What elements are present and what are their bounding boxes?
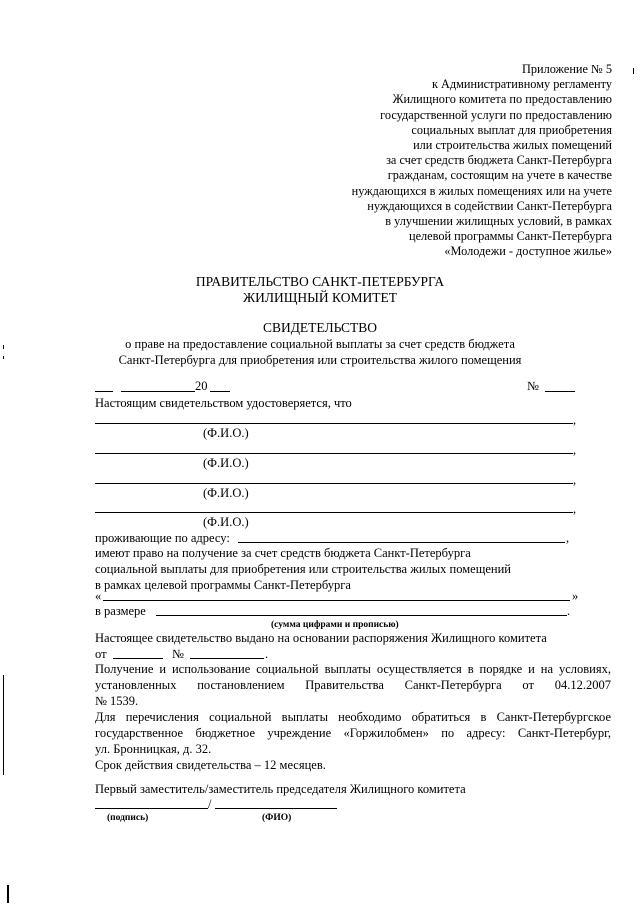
order-number-line[interactable] — [190, 658, 264, 659]
appendix-line: за счет средств бюджета Санкт-Петербурга — [386, 153, 612, 168]
fio-label-3: (Ф.И.О.) — [203, 486, 249, 500]
quote-close: » — [572, 589, 579, 603]
signature-slash: / — [208, 797, 212, 811]
address-line[interactable] — [238, 542, 565, 543]
appendix-line: гражданам, состоящим на учете в качестве — [387, 168, 612, 183]
amount-label: в размере — [95, 604, 146, 618]
fio-label-2: (Ф.И.О.) — [203, 456, 249, 470]
fio-comma-2: , — [573, 443, 577, 457]
appendix-line: нуждающихся в жилых помещениях или на учете — [351, 183, 612, 198]
doc-subtitle-1: о праве на предоставление социальной выплаты за счет средств бюджета — [125, 337, 515, 351]
validity-text: Срок действия свидетельства – 12 месяцев. — [95, 758, 326, 772]
procedure-line-2: установленных постановлением Правительства Санкт-Петербурга от 04.12.2007 — [95, 678, 611, 692]
margin-mark — [633, 68, 634, 74]
rights-line-1: имеют право на получение за счет средств бюджета Санкт-Петербурга — [95, 546, 471, 560]
fio-line-1[interactable] — [95, 423, 573, 424]
address-label: проживающие по адресу: — [95, 531, 230, 545]
rights-line-3: в рамках целевой программы Санкт-Петербурга — [95, 578, 351, 592]
transfer-line-3: ул. Бронницкая, д. 32. — [95, 742, 212, 756]
fio-line-4[interactable] — [95, 512, 573, 513]
appendix-line: целевой программы Санкт-Петербурга — [408, 229, 612, 244]
procedure-line-3: № 1539. — [95, 694, 139, 708]
address-comma: , — [566, 531, 570, 545]
appendix-line: к Административному регламенту — [431, 77, 612, 92]
margin-mark — [3, 675, 4, 775]
amount-line[interactable] — [156, 615, 567, 616]
appendix-line: государственной услуги по предоставлению — [380, 107, 612, 122]
org-name: ПРАВИТЕЛЬСТВО САНКТ-ПЕТЕРБУРГА — [195, 274, 445, 289]
number-label: № — [527, 379, 539, 393]
org-committee: ЖИЛИЩНЫЙ КОМИТЕТ — [243, 290, 397, 305]
amount-period: . — [567, 604, 571, 618]
fio-line-3[interactable] — [95, 483, 573, 484]
appendix-block — [252, 62, 612, 259]
order-period: . — [265, 647, 269, 661]
date-month-line[interactable] — [121, 391, 195, 392]
amount-hint: (сумма цифрами и прописью) — [271, 620, 399, 630]
date-day-line[interactable] — [95, 391, 113, 392]
signature-line[interactable] — [95, 808, 208, 809]
quote-open: « — [95, 589, 102, 603]
appendix-line: Приложение № 5 — [521, 62, 612, 76]
margin-mark — [3, 345, 4, 349]
appendix-line: в улучшении жилищных условий, в рамках — [385, 213, 612, 228]
signature-label: (подпись) — [107, 813, 149, 823]
rights-line-2: социальной выплаты для приобретения или строительства жилых помещений — [95, 562, 511, 576]
signer-title: Первый заместитель/заместитель председателя Жилищного комитета — [95, 782, 466, 796]
program-line[interactable] — [103, 600, 570, 601]
signature-name-line[interactable] — [215, 808, 337, 809]
appendix-line: социальных выплат для приобретения — [411, 122, 612, 137]
from-label: от — [95, 647, 107, 661]
order-date-line[interactable] — [113, 658, 163, 659]
fio-label-4: (Ф.И.О.) — [203, 515, 249, 529]
fio-label-1: (Ф.И.О.) — [203, 426, 249, 440]
number-line[interactable] — [545, 391, 575, 392]
appendix-line: Жилищного комитета по предоставлению — [392, 92, 612, 107]
order-number-label: № — [172, 647, 184, 661]
margin-mark — [7, 885, 9, 903]
appendix-line: нуждающихся в содействии Санкт-Петербурга — [367, 198, 612, 213]
appendix-line: «Молодежи - доступное жилье» — [444, 244, 612, 259]
fio-comma-4: , — [573, 502, 577, 516]
margin-mark — [3, 356, 4, 359]
transfer-line-1: Для перечисления социальной выплаты необходимо обратиться в Санкт-Петербургское — [95, 710, 611, 724]
doc-subtitle-2: Санкт-Петербурга для приобретения или строительства жилого помещения — [118, 353, 522, 367]
transfer-line-2: государственное бюджетное учреждение «Горжилобмен» по адресу: Санкт-Петербург, — [95, 726, 611, 740]
basis-text: Настоящее свидетельство выдано на основании распоряжения Жилищного комитета — [95, 631, 547, 645]
fio-comma-3: , — [573, 473, 577, 487]
date-year-line[interactable] — [210, 391, 230, 392]
procedure-line-1: Получение и использование социальной выплаты осуществляется в порядке и на условиях, — [95, 662, 611, 676]
appendix-line: или строительства жилых помещений — [413, 137, 612, 152]
doc-title: СВИДЕТЕЛЬСТВО — [262, 320, 378, 335]
fio-comma-1: , — [573, 413, 577, 427]
year-prefix: 20 — [195, 379, 208, 393]
certify-text: Настоящим свидетельством удостоверяется, что — [95, 396, 352, 410]
fio-line-2[interactable] — [95, 453, 573, 454]
signature-fio-label: (ФИО) — [262, 813, 292, 823]
